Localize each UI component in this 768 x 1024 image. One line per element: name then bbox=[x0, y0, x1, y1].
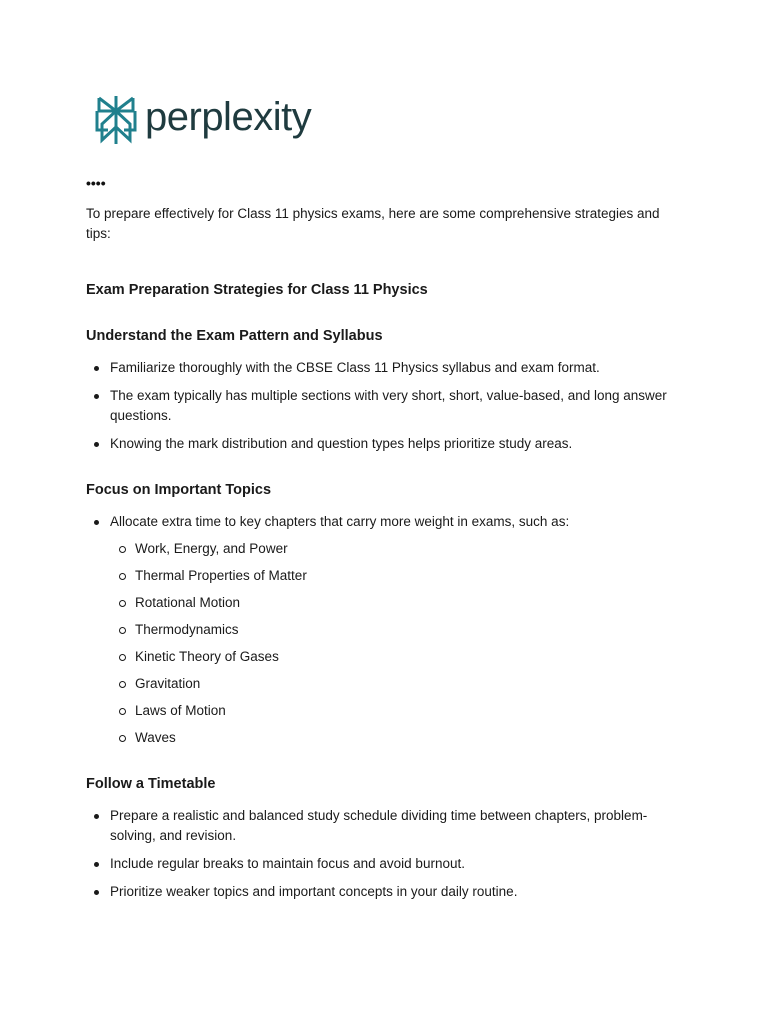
list-item: Prioritize weaker topics and important concepts in your daily routine. bbox=[86, 882, 686, 902]
list-item: Familiarize thoroughly with the CBSE Class 11 Physics syllabus and exam format. bbox=[86, 358, 686, 378]
bullet-list bbox=[86, 358, 686, 454]
sub-list-item: Kinetic Theory of Gases bbox=[110, 647, 686, 667]
perplexity-logo-icon bbox=[94, 94, 138, 146]
list-item bbox=[86, 512, 686, 748]
brand-logo bbox=[94, 94, 311, 146]
sub-list-item: Thermal Properties of Matter bbox=[110, 566, 686, 586]
intro-paragraph: To prepare effectively for Class 11 physics exams, here are some comprehensive strategies and tips: bbox=[86, 206, 660, 241]
sub-list-item: Laws of Motion bbox=[110, 701, 686, 721]
section-heading: Understand the Exam Pattern and Syllabus bbox=[86, 328, 383, 344]
sub-list-item: Thermodynamics bbox=[110, 620, 686, 640]
sub-list bbox=[110, 539, 686, 748]
bullet-list bbox=[86, 806, 686, 902]
list-item: Prepare a realistic and balanced study schedule dividing time between chapters, problem-solving, and revision. bbox=[86, 806, 686, 846]
list-item-text: Allocate extra time to key chapters that carry more weight in exams, such as: bbox=[110, 514, 570, 529]
list-item: Knowing the mark distribution and question types helps prioritize study areas. bbox=[86, 434, 686, 454]
section-marker: •••• bbox=[86, 175, 106, 191]
sub-list-item: Waves bbox=[110, 728, 686, 748]
section-heading: Follow a Timetable bbox=[86, 776, 216, 792]
sub-list-item: Rotational Motion bbox=[110, 593, 686, 613]
brand-wordmark: perplexity bbox=[145, 95, 312, 139]
sub-list-item: Work, Energy, and Power bbox=[110, 539, 686, 559]
list-item: Include regular breaks to maintain focus and avoid burnout. bbox=[86, 854, 686, 874]
sub-list-item: Gravitation bbox=[110, 674, 686, 694]
bullet-list bbox=[86, 512, 686, 748]
section-heading: Focus on Important Topics bbox=[86, 482, 272, 498]
document-title: Exam Preparation Strategies for Class 11 Physics bbox=[86, 282, 428, 298]
answer-body bbox=[86, 204, 686, 910]
list-item: The exam typically has multiple sections with very short, short, value-based, and long answer questions. bbox=[86, 386, 686, 426]
